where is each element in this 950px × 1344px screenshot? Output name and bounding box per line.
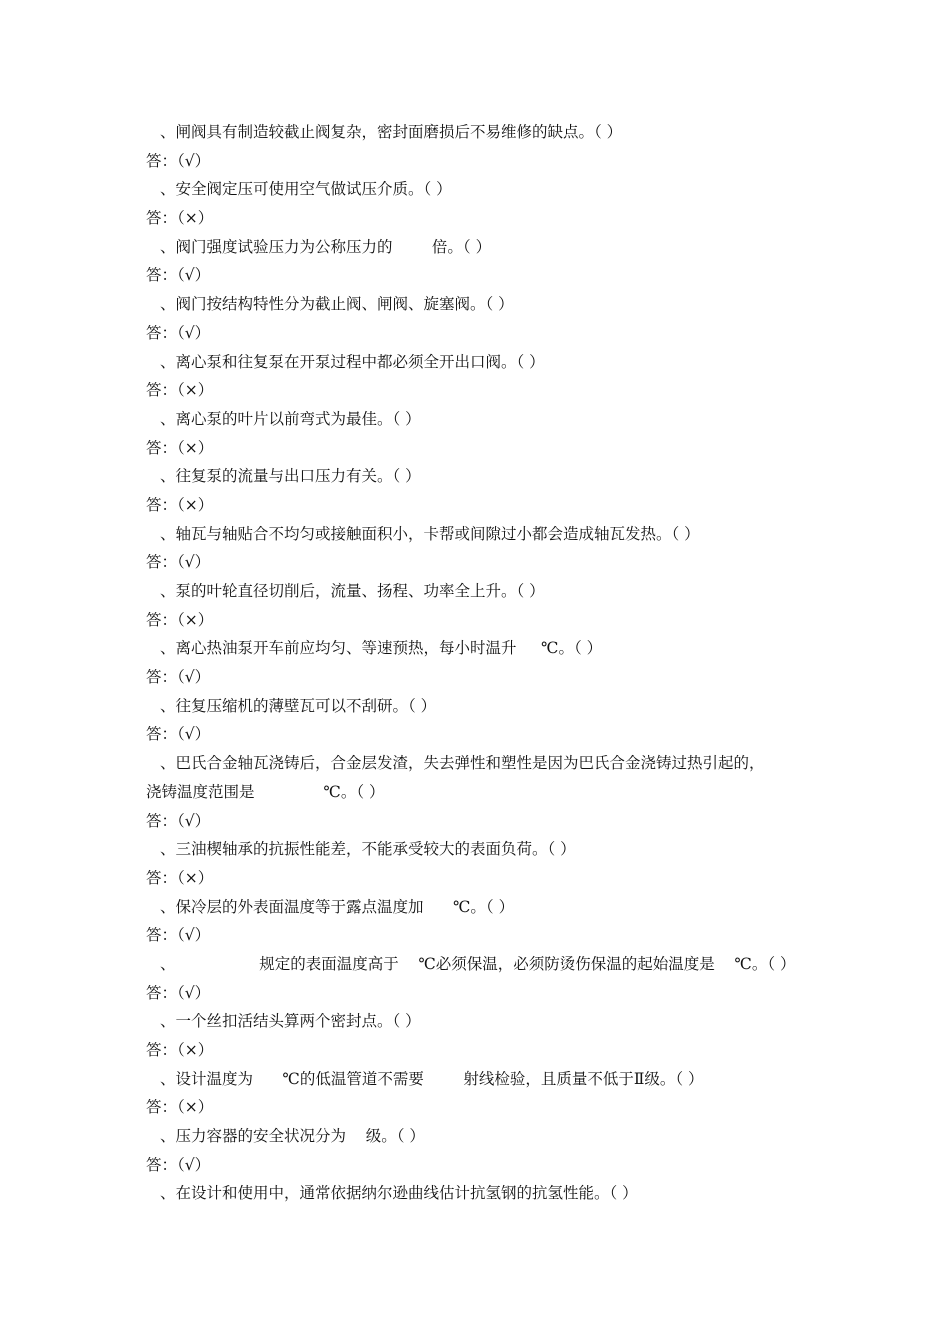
answer-line: 答：（×） [146,495,214,514]
question-line: 、设计温度为 ℃的低温管道不需要 射线检验，且质量不低于Ⅱ级。（ ） [160,1069,704,1088]
answer-line: 答：（√） [146,151,211,170]
document-body [146,118,826,1208]
question-continuation-line: 浇铸温度范围是 ℃。（ ） [146,782,385,801]
question-line: 、 规定的表面温度高于 ℃必须保温，必须防烫伤保温的起始温度是 ℃。（ ） [160,954,796,973]
answer-line: 答：（√） [146,983,211,1002]
question-line: 、保冷层的外表面温度等于露点温度加 ℃。（ ） [160,897,515,916]
answer-line: 答：（×） [146,610,214,629]
question-line: 、轴瓦与轴贴合不均匀或接触面积小，卡帮或间隙过小都会造成轴瓦发热。（ ） [160,524,700,543]
answer-line: 答：（√） [146,553,211,572]
answer-line: 答：（√） [146,1155,211,1174]
question-line: 、离心泵的叶片以前弯式为最佳。（ ） [160,409,421,428]
answer-line: 答：（×） [146,438,214,457]
answer-line: 答：（×） [146,1041,214,1059]
answer-line: 答：（√） [146,668,211,687]
question-line: 、三油楔轴承的抗振性能差，不能承受较大的表面负荷。（ ） [160,840,576,859]
question-line: 、泵的叶轮直径切削后，流量、扬程、功率全上升。（ ） [160,582,545,600]
question-line: 、往复压缩机的薄壁瓦可以不刮研。（ ） [160,696,437,715]
answer-line: 答：（×） [146,209,214,228]
question-line: 、在设计和使用中，通常依据纳尔逊曲线估计抗氢钢的抗氢性能。（ ） [160,1184,638,1203]
answer-line: 答：（√） [146,266,211,285]
answer-line: 答：（×） [146,381,214,400]
question-line: 、巴氏合金轴瓦浇铸后，合金层发渣，失去弹性和塑性是因为巴氏合金浇铸过热引起的， [160,754,765,773]
question-line: 、阀门按结构特性分为截止阀、闸阀、旋塞阀。（ ） [160,295,514,314]
question-line: 、离心泵和往复泵在开泵过程中都必须全开出口阀。（ ） [160,352,545,371]
answer-line: 答：（√） [146,926,211,945]
answer-line: 答：（×） [146,868,214,887]
answer-line: 答：（√） [146,725,211,744]
question-line: 、压力容器的安全状况分为 级。（ ） [160,1127,425,1146]
question-line: 、安全阀定压可使用空气做试压介质。（ ） [160,180,452,199]
question-line: 、往复泵的流量与出口压力有关。（ ） [160,467,421,486]
answer-line: 答：（√） [146,323,211,342]
answer-line: 答：（×） [146,1098,214,1117]
question-line: 、阀门强度试验压力为公称压力的 倍。（ ） [160,237,492,256]
question-line: 、闸阀具有制造较截止阀复杂，密封面磨损后不易维修的缺点。（ ） [160,123,623,141]
answer-line: 答：（√） [146,811,211,830]
question-line: 、一个丝扣活结头算两个密封点。（ ） [160,1012,421,1031]
question-line: 、离心热油泵开车前应均匀、等速预热，每小时温升 ℃。（ ） [160,639,603,658]
